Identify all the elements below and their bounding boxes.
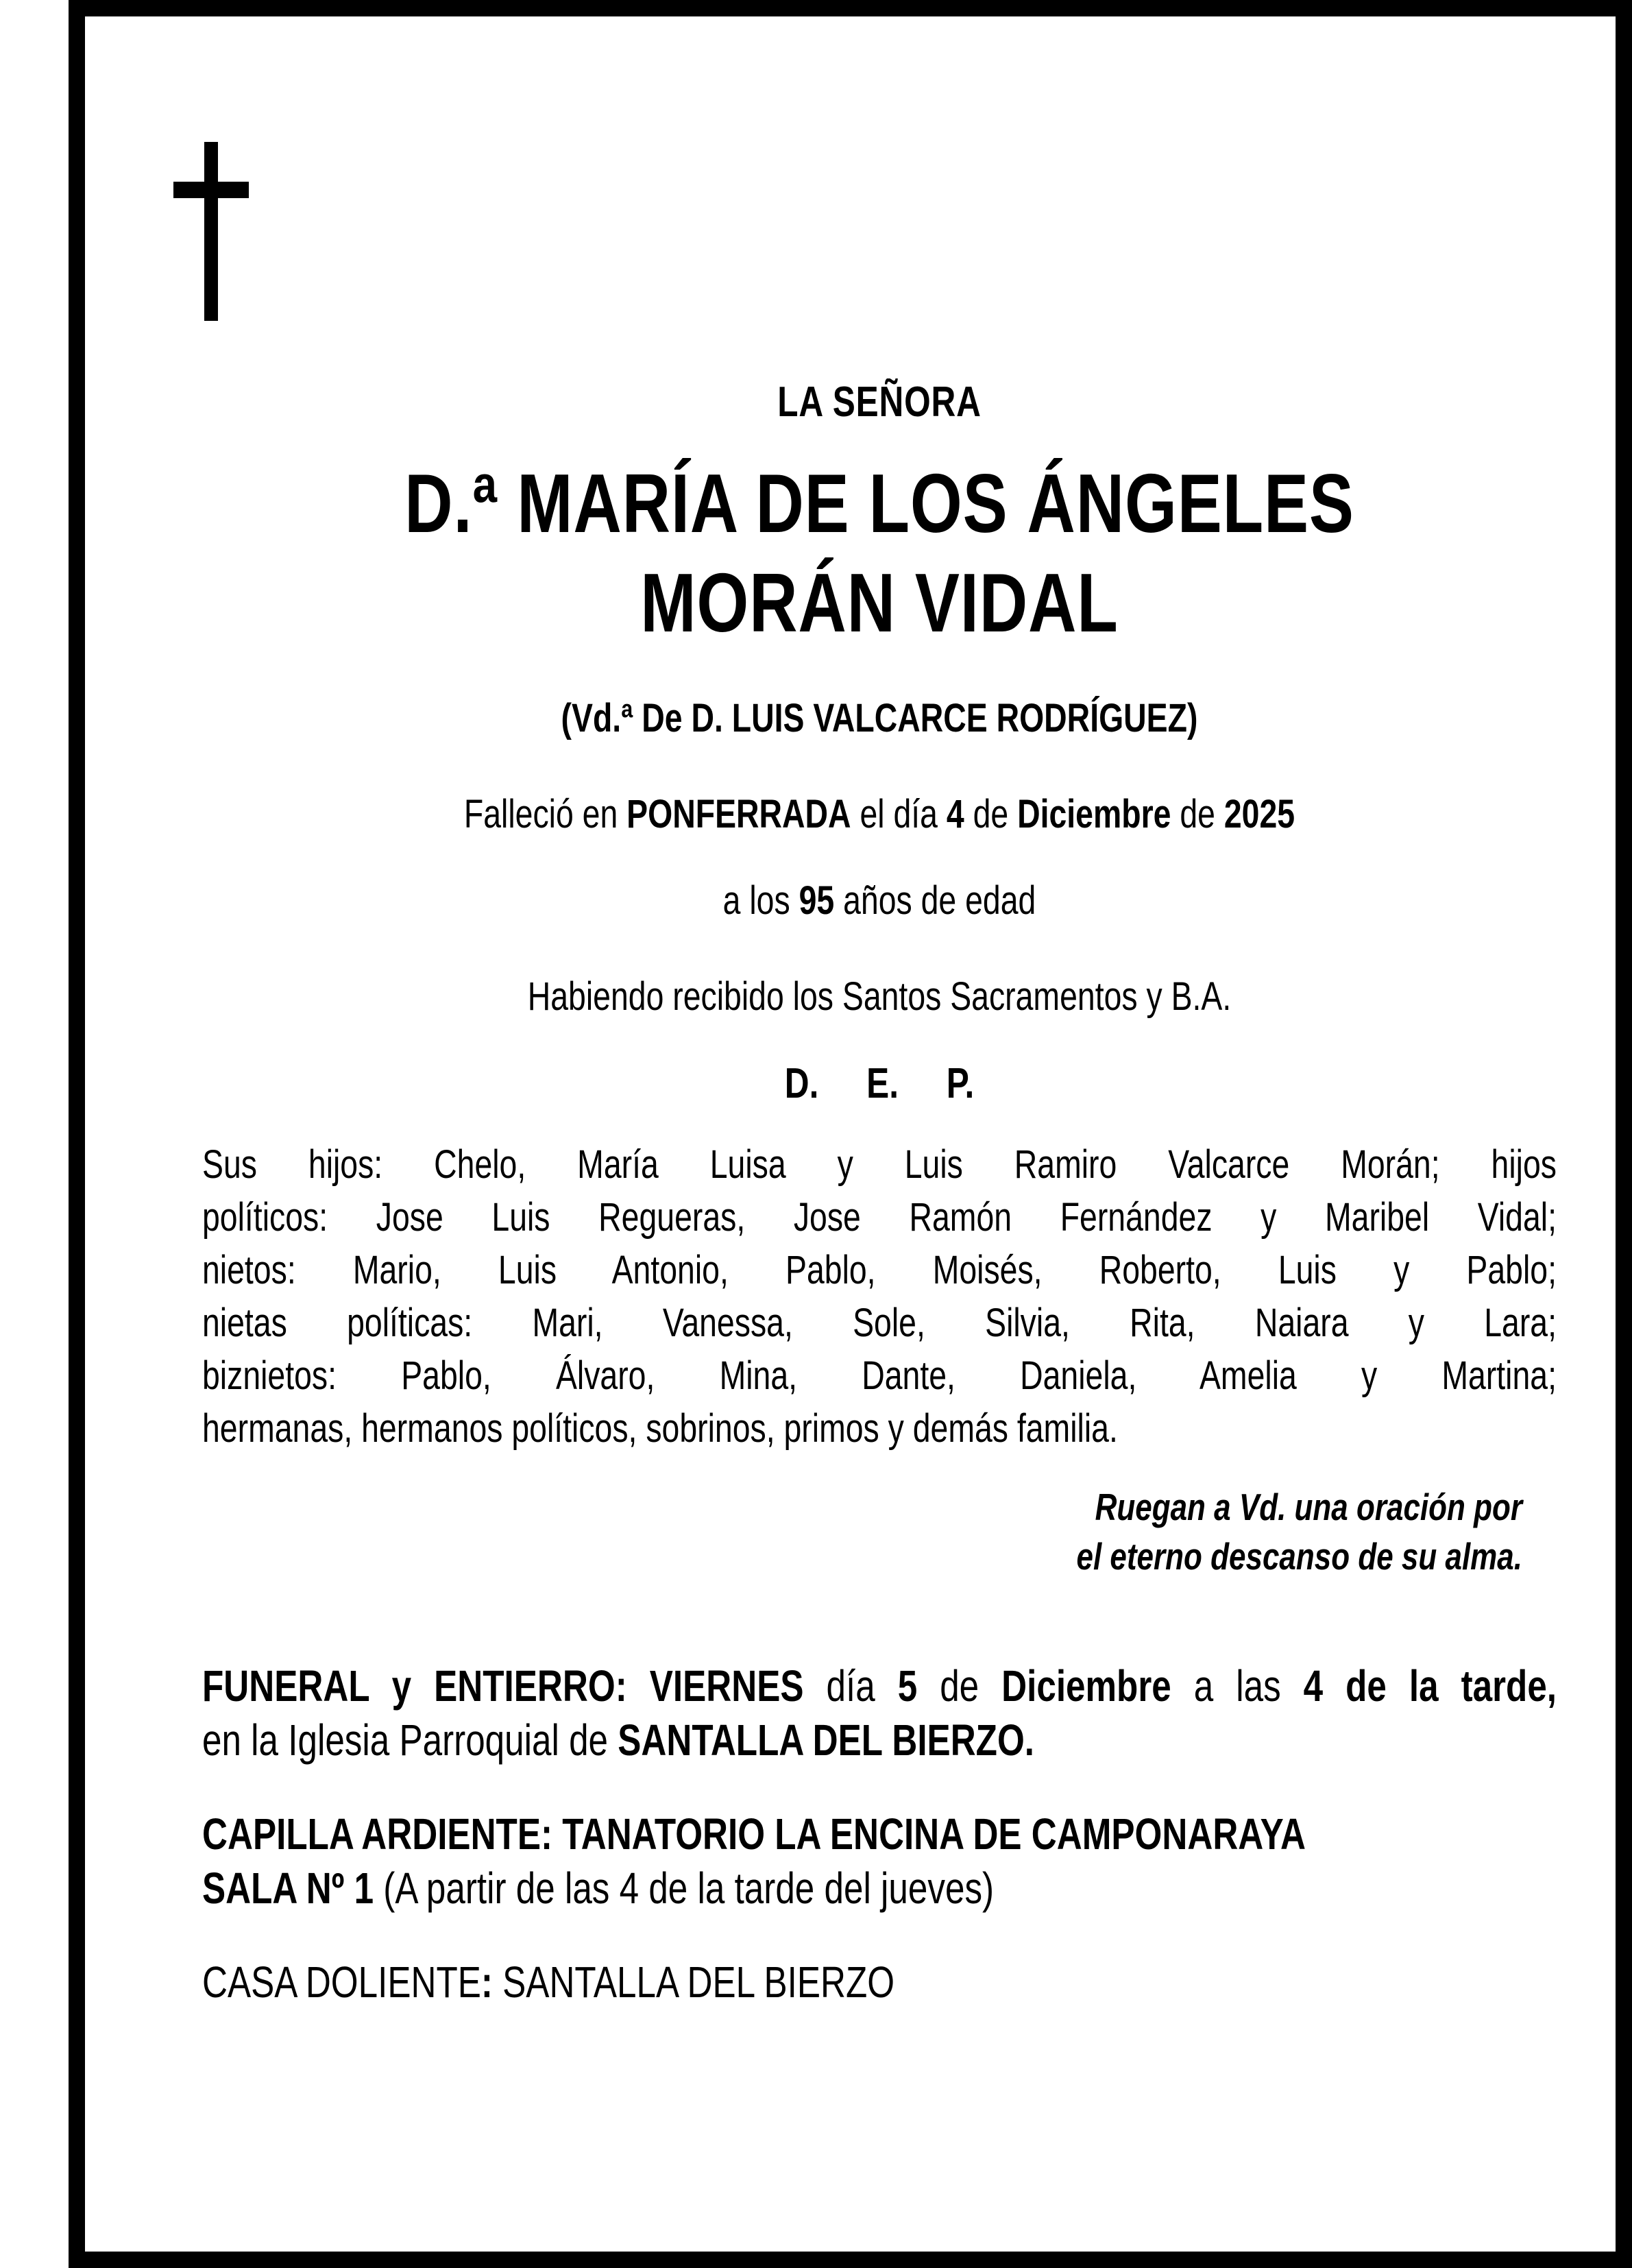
family-line: biznietos: Pablo, Álvaro, Mina, Dante, Daniela, Amelia y Martina; xyxy=(202,1353,1557,1398)
family-paragraph xyxy=(202,1138,1557,1455)
family-line: nietos: Mario, Luis Antonio, Pablo, Moisés, Roberto, Luis y Pablo; xyxy=(202,1248,1557,1292)
funeral-line1: FUNERAL y ENTIERRO: VIERNES día 5 de Diciembre a las 4 de la tarde, xyxy=(202,1661,1557,1711)
family-line: hermanas, hermanos políticos, sobrinos, primos y demás familia. xyxy=(202,1406,1118,1451)
deceased-name xyxy=(338,454,1422,653)
prayer-line2: el eterno descanso de su alma. xyxy=(1076,1535,1522,1578)
family-line: Sus hijos: Chelo, María Luisa y Luis Ramiro Valcarce Morán; hijos xyxy=(202,1142,1557,1187)
death-place-date-line: Falleció en PONFERRADA el día 4 de Diciembre de 2025 xyxy=(463,792,1295,836)
capilla-line2: SALA Nº 1 (A partir de las 4 de la tarde del jueves) xyxy=(202,1863,995,1913)
age-line: a los 95 años de edad xyxy=(722,878,1036,923)
family-line: nietas políticas: Mari, Vanessa, Sole, Silvia, Rita, Naiara y Lara; xyxy=(202,1301,1557,1345)
prayer-note xyxy=(168,1482,1522,1581)
funeral-info xyxy=(202,1659,1557,1768)
casa-doliente-line: CASA DOLIENTE: SANTALLA DEL BIERZO xyxy=(202,1957,895,2007)
cross-horizontal-bar xyxy=(173,182,249,198)
deceased-name-line1: D.ª MARÍA DE LOS ÁNGELES xyxy=(404,457,1354,550)
cross-vertical-bar xyxy=(204,142,218,321)
prayer-line1: Ruegan a Vd. una oración por xyxy=(1095,1486,1522,1528)
capilla-line1: CAPILLA ARDIENTE: TANATORIO LA ENCINA DE CAMPONARAYA xyxy=(202,1809,1306,1859)
border-frame xyxy=(69,0,1632,2268)
deceased-name-line2: MORÁN VIDAL xyxy=(640,556,1119,649)
sacraments-line: Habiendo recibido los Santos Sacramentos y B.A. xyxy=(527,974,1232,1019)
family-line: políticos: Jose Luis Regueras, Jose Ramón Fernández y Maribel Vidal; xyxy=(202,1195,1557,1240)
widow-note: (Vd.ª De D. LUIS VALCARCE RODRÍGUEZ) xyxy=(561,696,1198,740)
capilla-ardiente-info xyxy=(202,1807,1557,1916)
dep-abbreviation: D. E. P. xyxy=(784,1060,975,1107)
funeral-line2: en la Iglesia Parroquial de SANTALLA DEL BIERZO. xyxy=(202,1715,1034,1765)
title-prefix: LA SEÑORA xyxy=(777,378,982,426)
memorial-cross-icon xyxy=(173,142,249,321)
